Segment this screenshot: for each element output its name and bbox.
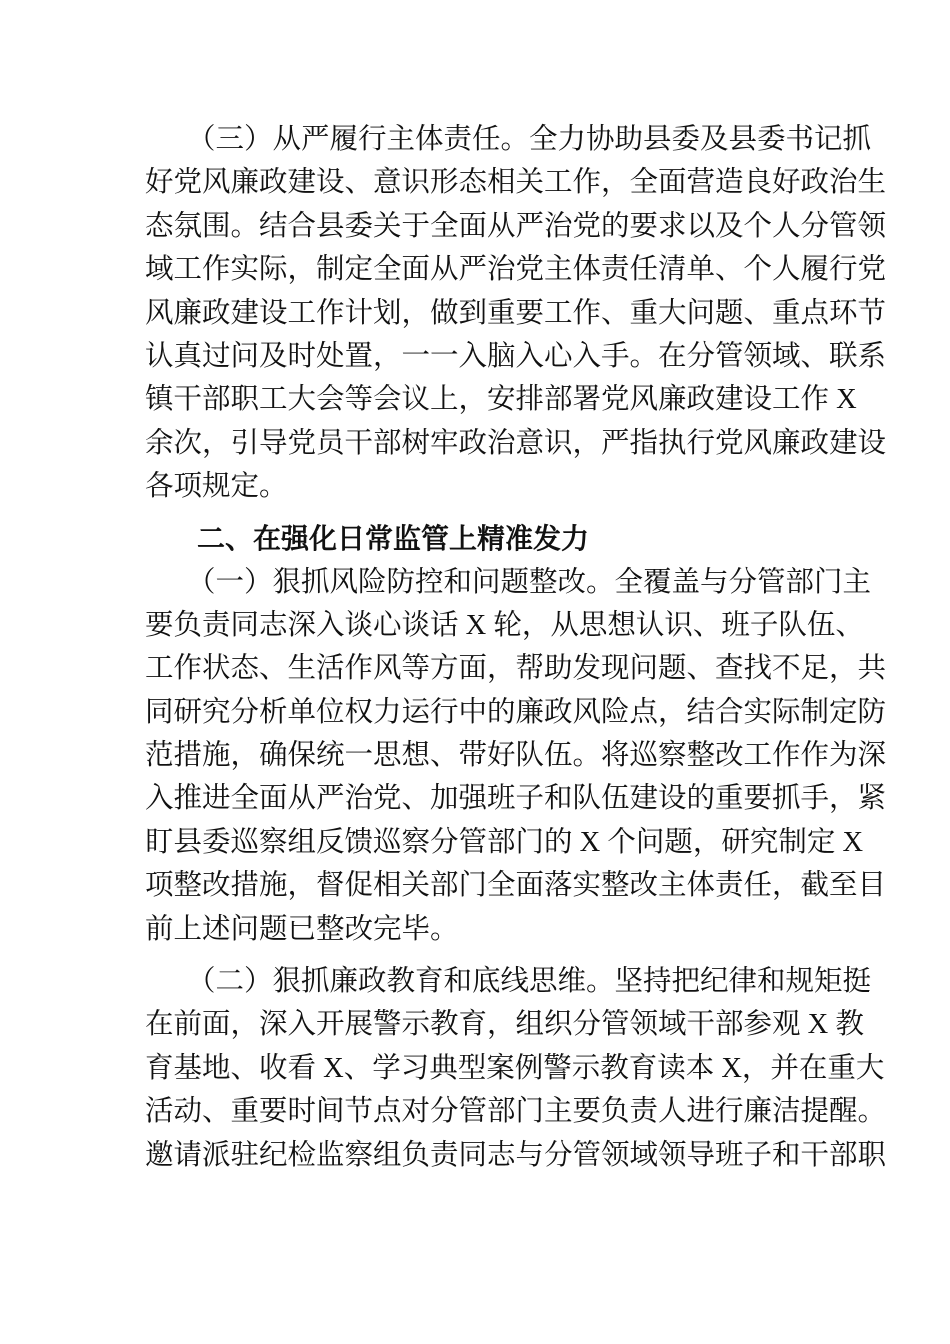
paragraph-risk-control bbox=[145, 561, 887, 952]
text-line: 余次，引导党员干部树牢政治意识，严指执行党风廉政建设 bbox=[145, 427, 887, 459]
text-line: 要负责同志深入谈心谈话 X 轮，从思想认识、班子队伍、 bbox=[145, 609, 864, 641]
text-line: 范措施，确保统一思想、带好队伍。将巡察整改工作作为深 bbox=[145, 740, 887, 772]
section-heading: 二、在强化日常监管上精准发力 bbox=[197, 522, 590, 554]
text-line: 邀请派驻纪检监察组负责同志与分管领域领导班子和干部职 bbox=[145, 1139, 887, 1171]
text-line: 风廉政建设工作计划，做到重要工作、重大问题、重点环节 bbox=[145, 297, 887, 329]
text-line: （二）狠抓廉政教育和底线思维。坚持把纪律和规矩挺 bbox=[187, 966, 872, 998]
text-line: 盯县委巡察组反馈巡察分管部门的 X 个问题，研究制定 X bbox=[145, 826, 864, 858]
text-line: 项整改措施，督促相关部门全面落实整改主体责任，截至目 bbox=[145, 870, 887, 902]
text-line: 态氛围。结合县委关于全面从严治党的要求以及个人分管领 bbox=[145, 210, 887, 242]
text-line: 镇干部职工大会等会议上，安排部署党风廉政建设工作 X bbox=[145, 384, 857, 416]
text-line: 各项规定。 bbox=[145, 471, 288, 503]
document-body bbox=[145, 118, 887, 1177]
text-line: 前上述问题已整改完毕。 bbox=[145, 913, 459, 945]
text-line: 活动、重要时间节点对分管部门主要负责人进行廉洁提醒。 bbox=[145, 1096, 887, 1128]
text-line: 认真过问及时处置，一一入脑入心入手。在分管领域、联系 bbox=[145, 340, 887, 372]
text-line: （一）狠抓风险防控和问题整改。全覆盖与分管部门主 bbox=[187, 566, 872, 598]
text-line: 在前面，深入开展警示教育，组织分管领域干部参观 X 教 bbox=[145, 1009, 864, 1041]
text-line: 好党风廉政建设、意识形态相关工作，全面营造良好政治生 bbox=[145, 167, 887, 199]
text-line: 同研究分析单位权力运行中的廉政风险点，结合实际制定防 bbox=[145, 696, 887, 728]
text-line: 工作状态、生活作风等方面，帮助发现问题、查找不足，共 bbox=[145, 653, 887, 685]
paragraph-main-responsibility bbox=[145, 118, 887, 509]
paragraph-integrity-education bbox=[145, 960, 887, 1177]
text-line: 域工作实际，制定全面从严治党主体责任清单、个人履行党 bbox=[145, 254, 887, 286]
text-line: 育基地、收看 X、学习典型案例警示教育读本 X，并在重大 bbox=[145, 1052, 885, 1084]
text-line: 入推进全面从严治党、加强班子和队伍建设的重要抓手，紧 bbox=[145, 783, 887, 815]
text-line: （三）从严履行主体责任。全力协助县委及县委书记抓 bbox=[187, 124, 872, 155]
